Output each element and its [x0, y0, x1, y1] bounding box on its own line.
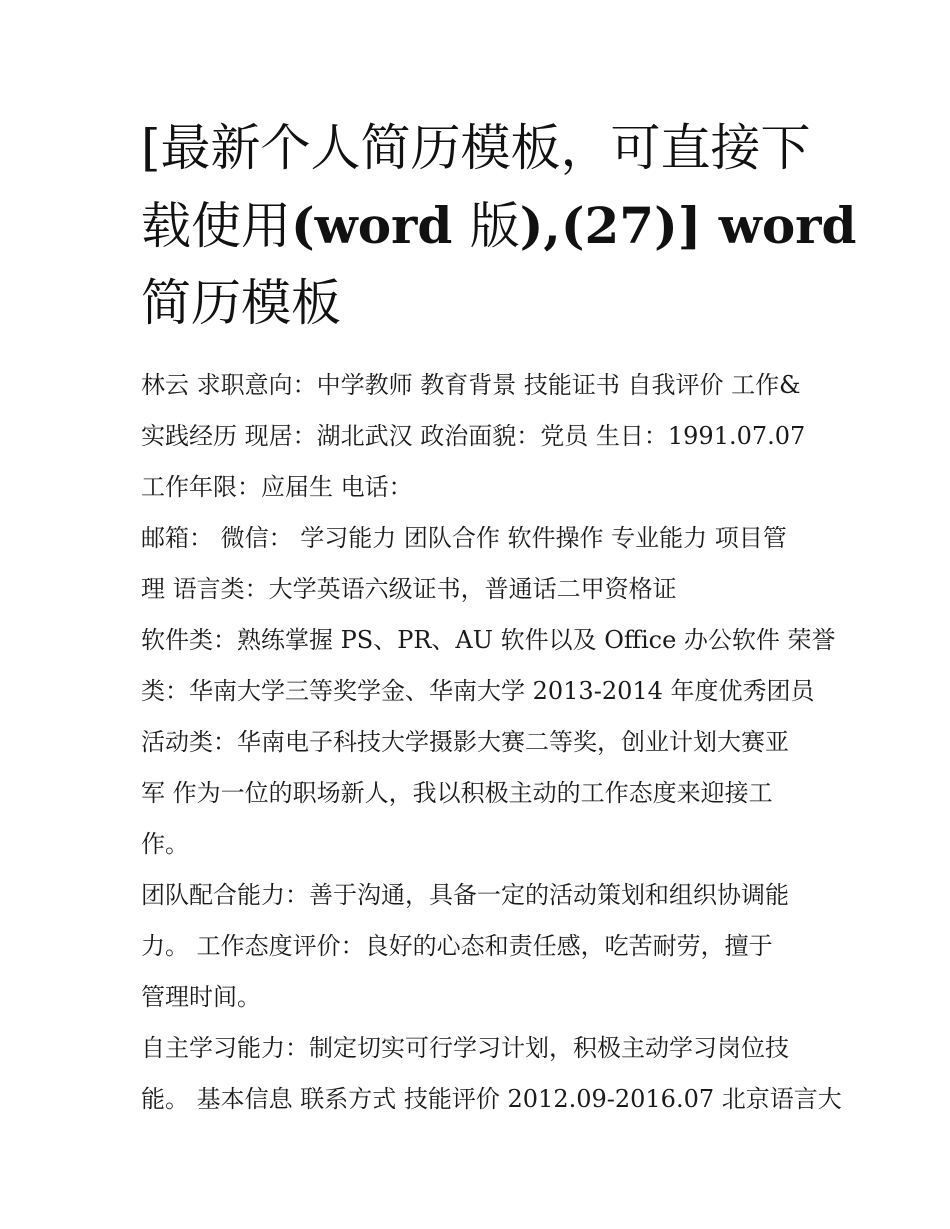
- paragraph-contact: [141, 513, 813, 615]
- paragraph-basic-info: [141, 360, 813, 513]
- text-line: 活动类：华南电子科技大学摄影大赛二等奖，创业计划大赛亚: [141, 728, 789, 756]
- paragraph-activities: [141, 717, 813, 870]
- paragraph-self-learning: [141, 1023, 842, 1125]
- text-line: 管理时间。: [141, 983, 261, 1011]
- title-line: [最新个人简历模板，可直接下: [141, 119, 811, 177]
- title-line: [141, 187, 857, 265]
- text-line: 作。: [141, 830, 189, 858]
- text-line: 理 语言类：大学英语六级证书，普通话二甲资格证: [141, 575, 677, 603]
- text-line: 工作年限：应届生 电话：: [141, 473, 413, 501]
- document-body: [141, 360, 842, 1125]
- text-line: 团队配合能力：善于沟通，具备一定的活动策划和组织协调能: [141, 881, 789, 909]
- text-line: 能。 基本信息 联系方式 技能评价 2012.09-2016.07 北京语言大: [141, 1085, 842, 1113]
- document-content: [141, 110, 857, 1125]
- paragraph-software-skills: [141, 615, 836, 717]
- text-line: 自主学习能力：制定切实可行学习计划，积极主动学习岗位技: [141, 1034, 789, 1062]
- paragraph-teamwork: [141, 870, 813, 1023]
- text-line: 实践经历 现居：湖北武汉 政治面貌：党员 生日：1991.07.07: [141, 422, 806, 450]
- text-line: 类：华南大学三等奖学金、华南大学 2013-2014 年度优秀团员: [141, 677, 815, 705]
- text-line: 邮箱： 微信： 学习能力 团队合作 软件操作 专业能力 项目管: [141, 524, 787, 552]
- text-line: 林云 求职意向：中学教师 教育背景 技能证书 自我评价 工作&: [141, 371, 801, 399]
- document-title: [141, 110, 857, 342]
- title-line-text: 载使用(word 版),(27)] word: [141, 196, 857, 255]
- title-line: 简历模板: [141, 274, 341, 332]
- text-line: 军 作为一位的职场新人，我以积极主动的工作态度来迎接工: [141, 779, 773, 807]
- text-line: 力。 工作态度评价：良好的心态和责任感，吃苦耐劳，擅于: [141, 932, 773, 960]
- text-line: 软件类：熟练掌握 PS、PR、AU 软件以及 Office 办公软件 荣誉: [141, 626, 836, 654]
